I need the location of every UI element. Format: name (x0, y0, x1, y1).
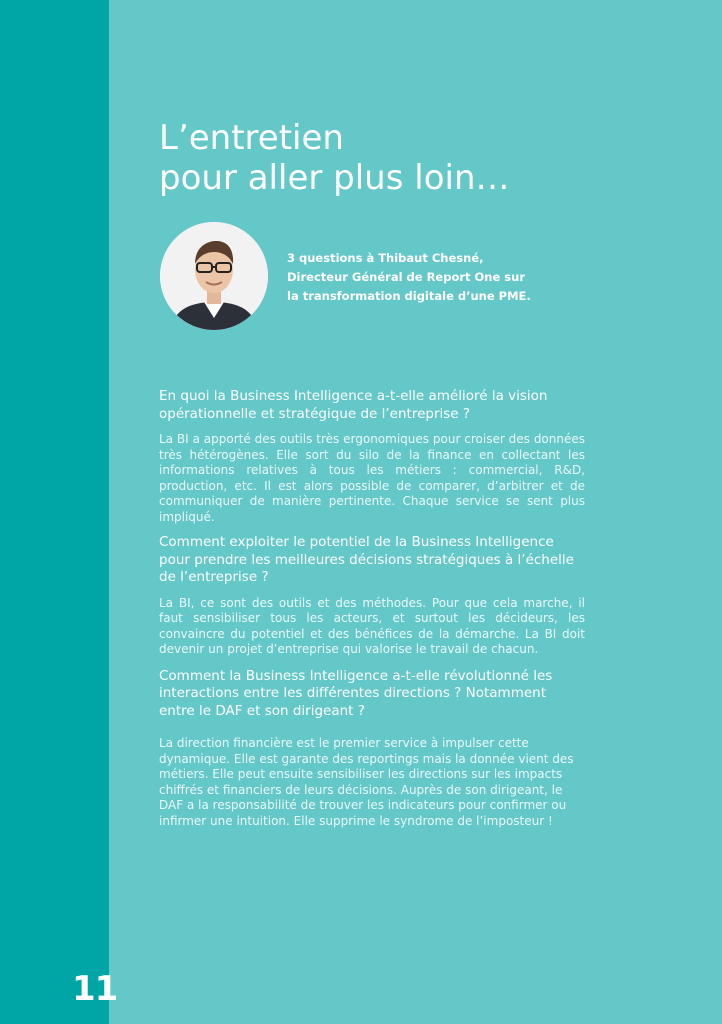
page-number: 11 (72, 969, 118, 1009)
page-title (159, 118, 679, 198)
avatar (160, 222, 268, 330)
intro-line: Directeur Général de Report One sur (287, 270, 526, 284)
title-line: L’entretien (159, 118, 344, 158)
answer-2: La BI, ce sont des outils et des méthodes. Pour que cela marche, il faut sensibiliser tous les acteurs, et surtout les décideurs, les convaincre du potentiel et des bénéfices de la démarche. La BI doit devenir un projet d’entreprise qui valorise le travail de chacun. (159, 595, 585, 656)
question-2: Comment exploiter le potentiel de la Business Intelligence pour prendre les meilleures décisions stratégiques à l’échelle de l’entreprise ? (159, 534, 574, 585)
answer-1: La BI a apporté des outils très ergonomiques pour croiser des données très hétérogènes. Elle sort du silo de la finance en collectant les informations relatives à tous les métiers : commercial, R&D, production, etc. Il est alors possible de comparer, d’arbitrer et de communiquer de manière pertinente. Chaque service se sent plus impliqué. (159, 432, 585, 524)
question-1: En quoi la Business Intelligence a-t-elle amélioré la vision opérationnelle et stratégique de l’entreprise ? (159, 388, 548, 422)
intro-text (287, 249, 607, 306)
interview-content (159, 388, 585, 838)
title-line: pour aller plus loin… (159, 158, 510, 198)
intro-line: la transformation digitale d’une PME. (287, 289, 531, 303)
portrait-icon (160, 222, 268, 330)
intro-line: 3 questions à Thibaut Chesné, (287, 251, 484, 265)
side-band (0, 0, 109, 1024)
question-3: Comment la Business Intelligence a-t-elle révolutionné les interactions entre les différentes directions ? Notamment entre le DAF et son dirigeant ? (159, 667, 553, 719)
answer-3: La direction financière est le premier service à impulser cette dynamique. Elle est garante des reportings mais la donnée vient des métiers. Elle peut ensuite sensibiliser les directions sur les impacts chiffrés et financiers de leurs décisions. Auprès de son dirigeant, le DAF a la responsabilité de trouver les indicateurs pour confirmer ou infirmer une intuition. Elle supprime le syndrome de l’imposteur ! (159, 736, 574, 828)
